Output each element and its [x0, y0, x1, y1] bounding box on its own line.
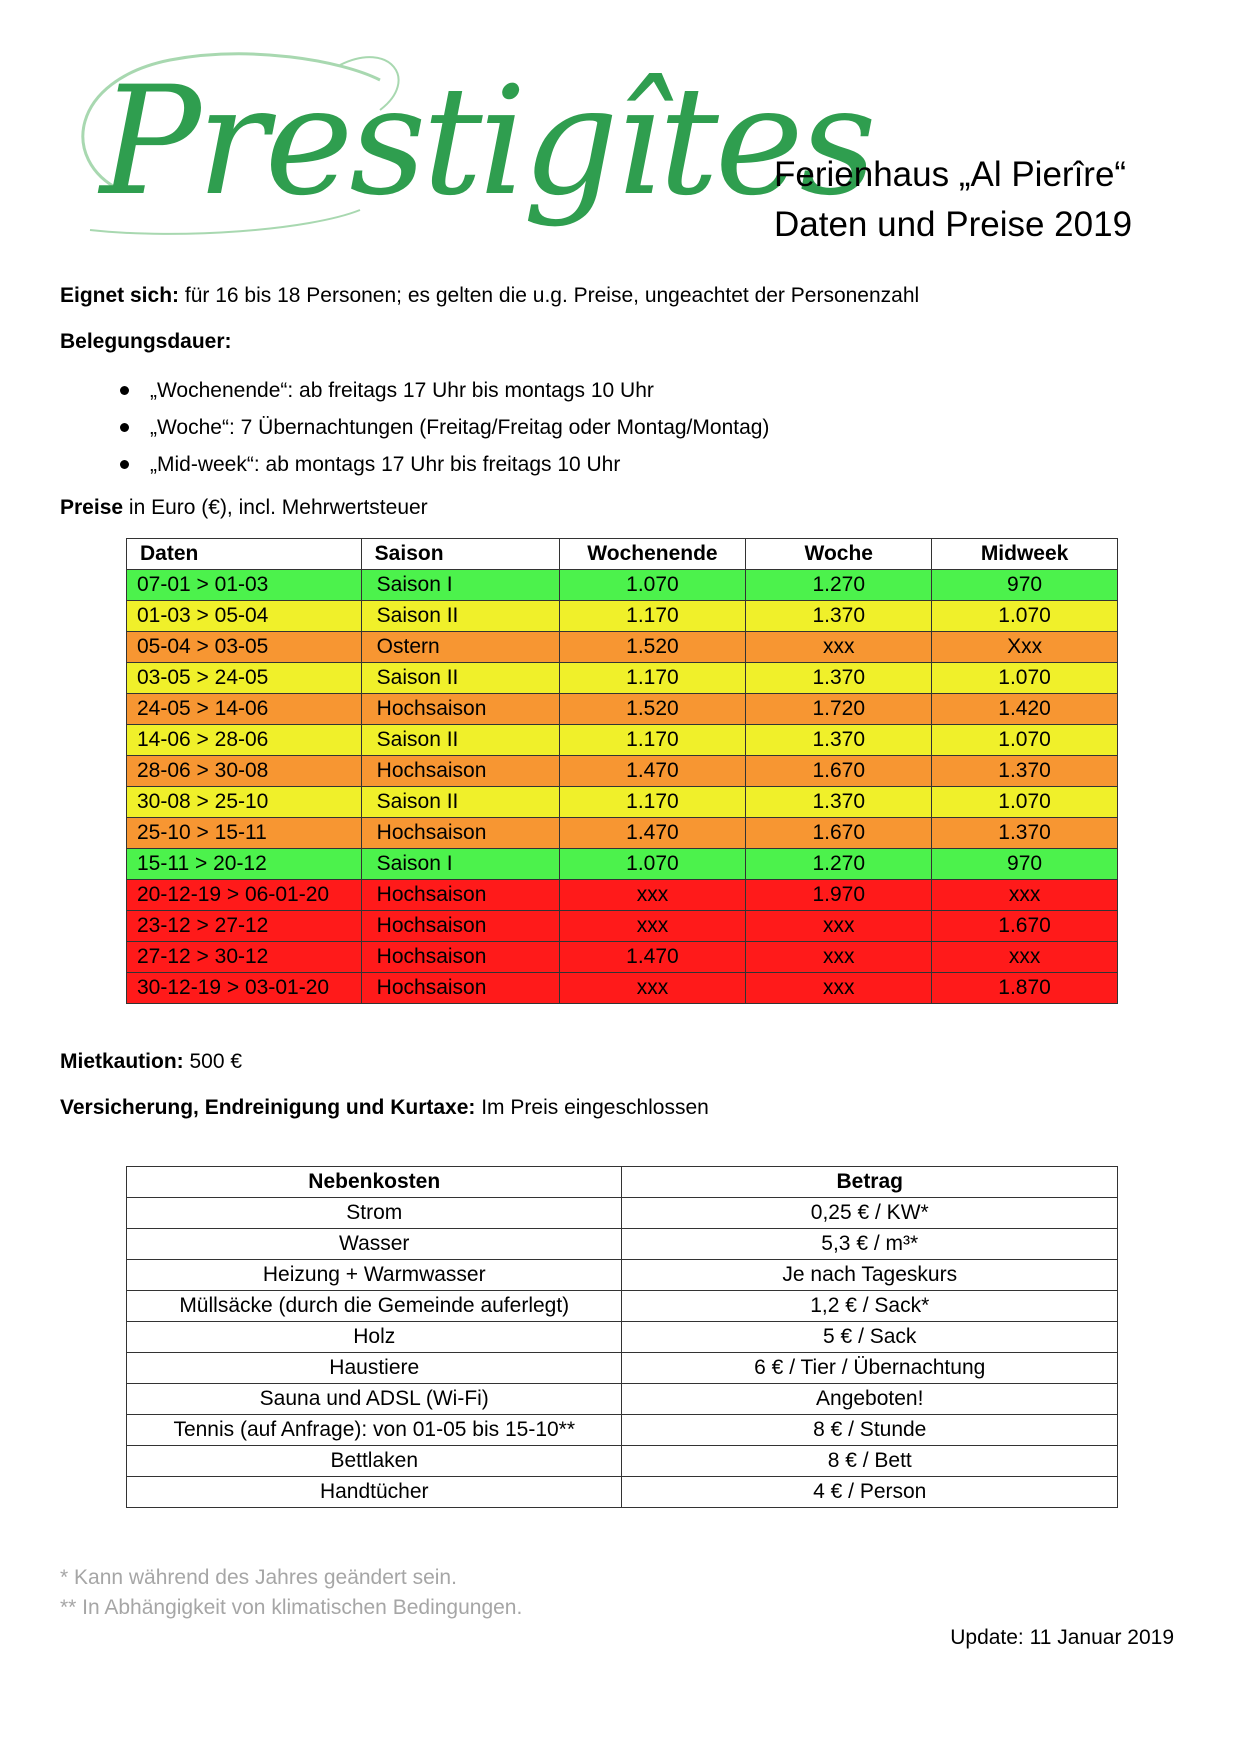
- cell-wochenende: xxx: [559, 973, 746, 1004]
- cell-item: Handtücher: [127, 1477, 622, 1508]
- cell-midweek: 1.070: [932, 663, 1118, 694]
- cell-wochenende: 1.470: [559, 818, 746, 849]
- suitable-line: [60, 284, 919, 308]
- cell-wochenende: xxx: [559, 880, 746, 911]
- suitable-text: für 16 bis 18 Personen; es gelten die u.g. Preise, ungeachtet der Personenzahl: [179, 284, 920, 307]
- table-row: [127, 725, 1118, 756]
- header-midweek: Midweek: [932, 539, 1118, 570]
- cell-saison: Saison II: [361, 787, 559, 818]
- cell-woche: xxx: [746, 632, 932, 663]
- cell-saison: Hochsaison: [361, 694, 559, 725]
- cell-woche: 1.370: [746, 663, 932, 694]
- cell-woche: 1.370: [746, 725, 932, 756]
- cell-daten: 15-11 > 20-12: [127, 849, 362, 880]
- table-row: [127, 1353, 1118, 1384]
- cell-item: Strom: [127, 1198, 622, 1229]
- header-wochenende: Wochenende: [559, 539, 746, 570]
- cell-midweek: 970: [932, 570, 1118, 601]
- cell-saison: Hochsaison: [361, 942, 559, 973]
- cell-wochenende: 1.470: [559, 756, 746, 787]
- cell-saison: Hochsaison: [361, 818, 559, 849]
- cell-saison: Saison I: [361, 849, 559, 880]
- bullet-icon: [120, 386, 129, 395]
- cell-amount: 1,2 € / Sack*: [622, 1291, 1118, 1322]
- cell-woche: 1.670: [746, 756, 932, 787]
- cell-midweek: 970: [932, 849, 1118, 880]
- cell-item: Heizung + Warmwasser: [127, 1260, 622, 1291]
- logo: [60, 40, 873, 245]
- cell-saison: Hochsaison: [361, 756, 559, 787]
- cell-wochenende: 1.520: [559, 632, 746, 663]
- duration-heading: [60, 330, 232, 354]
- cell-midweek: 1.370: [932, 818, 1118, 849]
- cell-wochenende: 1.070: [559, 570, 746, 601]
- cell-saison: Saison I: [361, 570, 559, 601]
- cell-daten: 25-10 > 15-11: [127, 818, 362, 849]
- cell-saison: Saison II: [361, 663, 559, 694]
- cell-item: Sauna und ADSL (Wi-Fi): [127, 1384, 622, 1415]
- cell-midweek: 1.370: [932, 756, 1118, 787]
- table-row: [127, 849, 1118, 880]
- list-item: „Woche“: 7 Übernachtungen (Freitag/Freitag oder Montag/Montag): [60, 409, 769, 446]
- table-row: [127, 1415, 1118, 1446]
- title-line-1: Ferienhaus „Al Pierîre“: [774, 155, 1127, 194]
- cell-amount: 5 € / Sack: [622, 1322, 1118, 1353]
- cell-wochenende: 1.170: [559, 601, 746, 632]
- footnote-1: * Kann während des Jahres geändert sein.: [60, 1566, 457, 1589]
- header-woche: Woche: [746, 539, 932, 570]
- duration-label: Belegungsdauer:: [60, 330, 232, 353]
- cell-woche: 1.970: [746, 880, 932, 911]
- deposit-value: 500 €: [183, 1050, 243, 1073]
- cell-saison: Saison II: [361, 725, 559, 756]
- table-row: [127, 632, 1118, 663]
- table-row: [127, 663, 1118, 694]
- deposit-line: [60, 1050, 242, 1074]
- list-item: „Wochenende“: ab freitags 17 Uhr bis montags 10 Uhr: [60, 372, 769, 409]
- cell-item: Tennis (auf Anfrage): von 01-05 bis 15-10**: [127, 1415, 622, 1446]
- cell-daten: 28-06 > 30-08: [127, 756, 362, 787]
- cell-daten: 20-12-19 > 06-01-20: [127, 880, 362, 911]
- cell-item: Müllsäcke (durch die Gemeinde auferlegt): [127, 1291, 622, 1322]
- prices-intro: [60, 496, 428, 520]
- bullet-icon: [120, 423, 129, 432]
- cell-amount: 5,3 € / m³*: [622, 1229, 1118, 1260]
- extras-header-row: [127, 1167, 1118, 1198]
- table-row: [127, 756, 1118, 787]
- table-row: [127, 880, 1118, 911]
- cell-daten: 23-12 > 27-12: [127, 911, 362, 942]
- cell-wochenende: xxx: [559, 911, 746, 942]
- list-item: „Mid-week“: ab montags 17 Uhr bis freitags 10 Uhr: [60, 446, 769, 483]
- table-row: [127, 1384, 1118, 1415]
- cell-saison: Hochsaison: [361, 880, 559, 911]
- cell-daten: 27-12 > 30-12: [127, 942, 362, 973]
- cell-midweek: 1.870: [932, 973, 1118, 1004]
- cell-woche: 1.370: [746, 601, 932, 632]
- table-row: [127, 1446, 1118, 1477]
- cell-daten: 05-04 > 03-05: [127, 632, 362, 663]
- cell-amount: 0,25 € / KW*: [622, 1198, 1118, 1229]
- cell-daten: 24-05 > 14-06: [127, 694, 362, 725]
- duration-list: [60, 372, 769, 483]
- cell-amount: 4 € / Person: [622, 1477, 1118, 1508]
- cell-wochenende: 1.070: [559, 849, 746, 880]
- cell-saison: Ostern: [361, 632, 559, 663]
- cell-woche: xxx: [746, 973, 932, 1004]
- cell-saison: Hochsaison: [361, 911, 559, 942]
- cell-amount: 6 € / Tier / Übernachtung: [622, 1353, 1118, 1384]
- cell-item: Holz: [127, 1322, 622, 1353]
- insurance-line: [60, 1096, 709, 1120]
- cell-daten: 14-06 > 28-06: [127, 725, 362, 756]
- cell-midweek: 1.070: [932, 725, 1118, 756]
- cell-daten: 30-08 > 25-10: [127, 787, 362, 818]
- cell-midweek: xxx: [932, 942, 1118, 973]
- prices-table: [126, 538, 1118, 1004]
- cell-midweek: Xxx: [932, 632, 1118, 663]
- table-row: [127, 818, 1118, 849]
- table-row: [127, 973, 1118, 1004]
- cell-item: Bettlaken: [127, 1446, 622, 1477]
- page-title: [774, 150, 1174, 250]
- update-date: Update: 11 Januar 2019: [950, 1626, 1174, 1649]
- insurance-label: Versicherung, Endreinigung und Kurtaxe:: [60, 1096, 476, 1119]
- prices-header-row: [127, 539, 1118, 570]
- cell-woche: 1.720: [746, 694, 932, 725]
- header-saison: Saison: [361, 539, 559, 570]
- cell-wochenende: 1.470: [559, 942, 746, 973]
- cell-saison: Hochsaison: [361, 973, 559, 1004]
- table-row: [127, 942, 1118, 973]
- title-line-2: Daten und Preise 2019: [774, 205, 1133, 244]
- prices-text: in Euro (€), incl. Mehrwertsteuer: [123, 496, 428, 519]
- cell-item: Wasser: [127, 1229, 622, 1260]
- table-row: [127, 1322, 1118, 1353]
- header-nebenkosten: Nebenkosten: [127, 1167, 622, 1198]
- cell-midweek: 1.070: [932, 601, 1118, 632]
- cell-daten: 30-12-19 > 03-01-20: [127, 973, 362, 1004]
- cell-amount: 8 € / Stunde: [622, 1415, 1118, 1446]
- cell-saison: Saison II: [361, 601, 559, 632]
- bullet-icon: [120, 460, 129, 469]
- cell-midweek: xxx: [932, 880, 1118, 911]
- cell-wochenende: 1.170: [559, 725, 746, 756]
- cell-daten: 01-03 > 05-04: [127, 601, 362, 632]
- table-row: [127, 694, 1118, 725]
- cell-item: Haustiere: [127, 1353, 622, 1384]
- table-row: [127, 1291, 1118, 1322]
- cell-wochenende: 1.170: [559, 663, 746, 694]
- cell-woche: xxx: [746, 942, 932, 973]
- table-row: [127, 787, 1118, 818]
- cell-woche: 1.270: [746, 849, 932, 880]
- cell-woche: 1.670: [746, 818, 932, 849]
- insurance-value: Im Preis eingeschlossen: [475, 1096, 709, 1119]
- table-row: [127, 1198, 1118, 1229]
- deposit-label: Mietkaution:: [60, 1050, 184, 1073]
- header-daten: Daten: [127, 539, 362, 570]
- cell-daten: 07-01 > 01-03: [127, 570, 362, 601]
- suitable-label: Eignet sich:: [60, 284, 180, 307]
- cell-woche: 1.270: [746, 570, 932, 601]
- cell-amount: 8 € / Bett: [622, 1446, 1118, 1477]
- cell-midweek: 1.070: [932, 787, 1118, 818]
- table-row: [127, 570, 1118, 601]
- cell-amount: Angeboten!: [622, 1384, 1118, 1415]
- logo-text: Prestigîtes: [100, 55, 873, 229]
- table-row: [127, 1260, 1118, 1291]
- table-row: [127, 601, 1118, 632]
- extras-table: [126, 1166, 1118, 1508]
- cell-wochenende: 1.520: [559, 694, 746, 725]
- header-betrag: Betrag: [622, 1167, 1118, 1198]
- cell-midweek: 1.670: [932, 911, 1118, 942]
- cell-amount: Je nach Tageskurs: [622, 1260, 1118, 1291]
- table-row: [127, 1477, 1118, 1508]
- cell-woche: xxx: [746, 911, 932, 942]
- table-row: [127, 911, 1118, 942]
- prices-label: Preise: [60, 496, 124, 519]
- table-row: [127, 1229, 1118, 1260]
- footnote-2: ** In Abhängigkeit von klimatischen Bedingungen.: [60, 1596, 523, 1619]
- cell-daten: 03-05 > 24-05: [127, 663, 362, 694]
- cell-midweek: 1.420: [932, 694, 1118, 725]
- cell-woche: 1.370: [746, 787, 932, 818]
- cell-wochenende: 1.170: [559, 787, 746, 818]
